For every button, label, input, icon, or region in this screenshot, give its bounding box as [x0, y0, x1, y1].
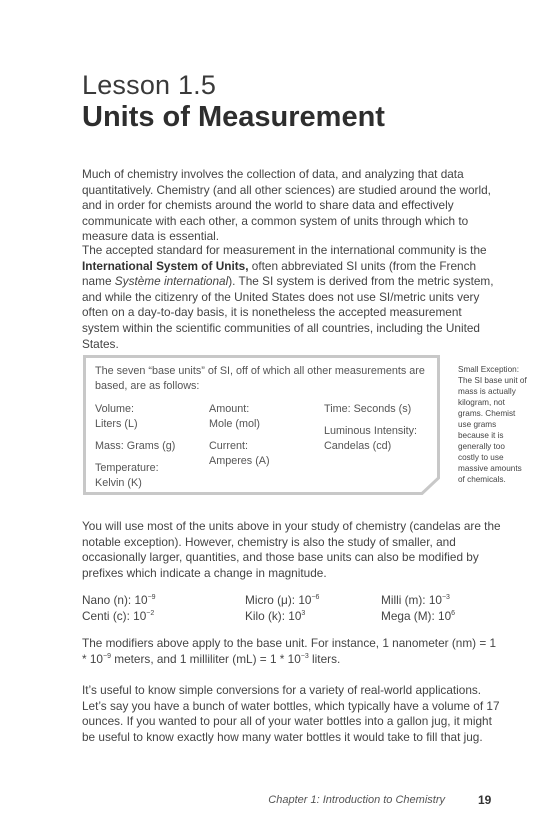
prefix-centi-text: Centi (c): 10: [82, 609, 147, 623]
prefix-mega-text: Mega (M): 10: [381, 609, 452, 623]
base-units-box: [83, 355, 440, 495]
prefix-centi-exp: −2: [146, 610, 155, 618]
p2-italic-term: Système international: [114, 274, 229, 289]
prefix-centi: [82, 609, 154, 623]
box-intro: The seven “base units” of SI, off of which all other measurements are based, are as follows:: [95, 365, 425, 392]
p4-exp2: −3: [300, 652, 309, 660]
prefix-milli-text: Milli (m): 10: [381, 593, 442, 607]
prefix-kilo: [245, 609, 305, 623]
time-unit: Time: Seconds (s): [324, 403, 412, 415]
p2-bold-term: International System of Units,: [82, 258, 249, 273]
prefix-micro: [245, 593, 319, 607]
p4-text-b: meters, and 1 milliliter (mL) = 1 * 10: [110, 651, 301, 666]
amount-unit: Mole (mol): [209, 418, 260, 430]
lesson-number: Lesson 1.5: [82, 70, 217, 100]
side-note: Small Exception: The SI base unit of mass is actually kilogram, not grams. Chemist use grams because it is generally too costly to use massive amounts of chemicals.: [458, 365, 527, 484]
prefix-nano-exp: −9: [147, 594, 156, 602]
prefix-milli: [381, 593, 450, 607]
paragraph-si-units: [82, 243, 502, 352]
prefix-nano-text: Nano (n): 10: [82, 593, 148, 607]
prefix-kilo-exp: 3: [301, 610, 306, 618]
p4-text-a: The modifiers above apply to the base unit. For instance, 1 nanometer (nm) = 1 * 10: [82, 636, 497, 666]
lum-label: Luminous Intensity:: [324, 425, 418, 437]
prefix-micro-text: Micro (μ): 10: [245, 593, 312, 607]
p2-text-c: ). The SI system is derived from the metric system, and while the citizenry of the United States does not use SI/metric units very often on a day-to-day basis, it is nonetheless the accepted measurement system within the scientific communities of all countries, including the United States.: [82, 274, 494, 351]
current-unit: Amperes (A): [209, 455, 270, 467]
temp-unit: Kelvin (K): [95, 477, 142, 489]
prefix-micro-exp: −6: [311, 594, 320, 602]
prefix-kilo-text: Kilo (k): 10: [245, 609, 302, 623]
paragraph-modifier-example: [82, 636, 502, 667]
amount-label: Amount:: [209, 403, 250, 415]
temp-label: Temperature:: [95, 462, 159, 474]
footer-chapter: Chapter 1: Introduction to Chemistry: [268, 794, 445, 806]
p4-text-c: liters.: [308, 651, 341, 666]
prefix-milli-exp: −3: [441, 594, 450, 602]
volume-unit: Liters (L): [95, 418, 138, 430]
current-label: Current:: [209, 440, 249, 452]
paragraph-prefix-intro: You will use most of the units above in your study of chemistry (candelas are the notable exception). However, chemistry is also the study of smaller, and occasionally larger, quantities, and those base units can also be modified by prefixes which indicate a change in magnitude.: [82, 519, 501, 580]
prefix-mega-exp: 6: [451, 610, 456, 618]
paragraph-conversions: It’s useful to know simple conversions for a variety of real-world applications. Let’s say you have a bunch of water bottles, which typically have a volume of 17 ounces. If you wanted to pour all of your water bottles into a gallon jug, it might be useful to know exactly how many water bottles it would take to fill that jug.: [82, 683, 500, 744]
p2-text-a: The accepted standard for measurement in the international community is the: [82, 243, 487, 257]
lum-unit: Candelas (cd): [324, 440, 392, 452]
mass-unit: Mass: Grams (g): [95, 440, 176, 452]
page-title: Units of Measurement: [82, 101, 385, 133]
p2-text-b: often abbreviated SI units (from the French name: [82, 258, 477, 289]
prefix-mega: [381, 609, 455, 623]
paragraph-intro: Much of chemistry involves the collection of data, and analyzing that data quantitatively. Chemistry (and all other sciences) are studied around the world, and in order for chemists around the world to share data and effectively communicate with each other, a common system of units through which to measure data is essential.: [82, 167, 491, 244]
prefix-nano: [82, 593, 156, 607]
page-number: 19: [478, 793, 492, 807]
p4-exp1: −9: [103, 652, 111, 660]
volume-label: Volume:: [95, 403, 135, 415]
